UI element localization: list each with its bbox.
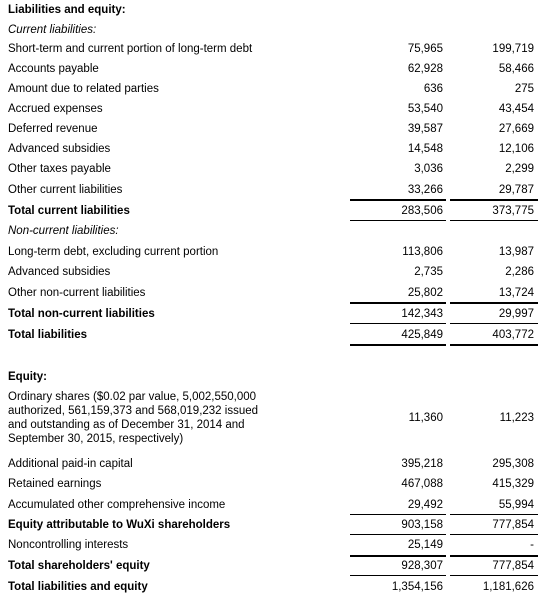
noncurrent-liabilities-heading: Non-current liabilities:	[8, 225, 119, 237]
row-value-2015: 777,854	[492, 519, 534, 531]
row-value-2015: 27,669	[498, 123, 534, 135]
row-label: Short-term and current portion of long-term debt	[8, 43, 253, 55]
row-value-2015: 55,994	[498, 499, 534, 511]
subtotal-rule	[450, 514, 538, 515]
row-label: Amount due to related parties	[8, 83, 159, 95]
row-label: Advanced subsidies	[8, 143, 111, 155]
row-value-2014: 113,806	[402, 246, 443, 258]
row-value-2014: 903,158	[401, 519, 443, 531]
row-value-2015: 58,466	[498, 63, 534, 75]
total-rule	[350, 344, 446, 346]
row-value-2015: 275	[514, 83, 534, 95]
total-rule	[450, 534, 538, 535]
subtotal-rule	[350, 199, 446, 201]
subtotal-rule	[350, 514, 446, 515]
subtotal-rule	[450, 302, 538, 304]
row-label: Noncontrolling interests	[8, 539, 129, 551]
row-value-2014: 283,506	[401, 205, 443, 217]
row-value-2014: 425,849	[401, 329, 443, 341]
table-row	[0, 390, 548, 446]
total-rule	[450, 344, 538, 346]
row-value-2014: 75,965	[407, 43, 443, 55]
equity-heading: Equity:	[8, 371, 47, 383]
row-value-2015: -	[530, 539, 534, 551]
row-label: Equity attributable to WuXi shareholders	[8, 519, 231, 531]
row-label: Total liabilities	[8, 329, 88, 341]
row-value-2015: 199,719	[492, 43, 534, 55]
row-value-2014: 25,802	[407, 287, 443, 299]
row-value-2015: 12,106	[498, 143, 534, 155]
row-value-2015: 13,987	[498, 246, 534, 258]
row-label: Retained earnings	[8, 478, 102, 490]
total-rule	[350, 534, 446, 535]
row-value-2015: 2,299	[505, 163, 534, 175]
total-rule	[450, 323, 538, 324]
row-value-2015: 29,787	[498, 184, 534, 196]
row-value-2015: 11,223	[499, 412, 534, 424]
row-value-2014: 53,540	[407, 103, 443, 115]
row-label: Long-term debt, excluding current portion	[8, 246, 219, 258]
row-value-2014: 142,343	[401, 308, 443, 320]
row-label: Total liabilities and equity	[8, 581, 148, 593]
row-label: Other taxes payable	[8, 163, 111, 175]
row-value-2014: 928,307	[401, 560, 443, 572]
row-value-2015: 295,308	[492, 458, 534, 470]
row-value-2014: 11,360	[408, 412, 443, 424]
row-value-2014: 2,735	[414, 266, 443, 278]
current-liabilities-heading: Current liabilities:	[8, 24, 97, 36]
row-value-2014: 395,218	[401, 458, 443, 470]
row-label: Accumulated other comprehensive income	[8, 499, 226, 511]
row-value-2014: 33,266	[407, 184, 443, 196]
row-value-2014: 467,088	[401, 478, 443, 490]
row-value-2015: 2,286	[505, 266, 534, 278]
row-label: Other non-current liabilities	[8, 287, 146, 299]
row-value-2015: 777,854	[492, 560, 534, 572]
subtotal-rule	[350, 555, 446, 557]
total-rule	[450, 575, 538, 576]
row-label: Additional paid-in capital	[8, 458, 133, 470]
row-value-2014: 1,354,156	[391, 581, 443, 593]
row-label: Other current liabilities	[8, 184, 123, 196]
subtotal-rule	[450, 555, 538, 557]
row-label: Total current liabilities	[8, 205, 130, 217]
section-title: Liabilities and equity:	[8, 4, 126, 16]
row-value-2015: 373,775	[492, 205, 534, 217]
row-label: Total shareholders' equity	[8, 560, 150, 572]
row-value-2014: 3,036	[414, 163, 443, 175]
row-label: Accrued expenses	[8, 103, 103, 115]
row-label: Advanced subsidies	[8, 266, 111, 278]
row-value-2014: 62,928	[407, 63, 443, 75]
row-label: Ordinary shares ($0.02 par value, 5,002,550,000 authorized, 561,159,373 and 568,019,232 issued and outstanding as of December 31, 2014 and September 30, 2015, respectively)	[8, 391, 259, 445]
row-label: Total non-current liabilities	[8, 308, 155, 320]
row-value-2014: 29,492	[407, 499, 443, 511]
row-value-2015: 43,454	[498, 103, 534, 115]
row-value-2014: 636	[423, 83, 443, 95]
row-value-2014: 25,149	[407, 539, 443, 551]
row-value-2015: 29,997	[498, 308, 534, 320]
subtotal-rule	[350, 302, 446, 304]
row-value-2015: 403,772	[492, 329, 534, 341]
row-label: Deferred revenue	[8, 123, 98, 135]
total-rule	[450, 220, 538, 221]
row-value-2014: 14,548	[407, 143, 443, 155]
total-rule	[350, 323, 446, 324]
subtotal-rule	[450, 199, 538, 201]
row-value-2014: 39,587	[407, 123, 443, 135]
row-value-2015: 13,724	[498, 287, 534, 299]
row-label: Accounts payable	[8, 63, 99, 75]
total-rule	[350, 575, 446, 576]
total-rule	[350, 220, 446, 221]
row-value-2015: 1,181,626	[482, 581, 534, 593]
row-value-2015: 415,329	[492, 478, 534, 490]
